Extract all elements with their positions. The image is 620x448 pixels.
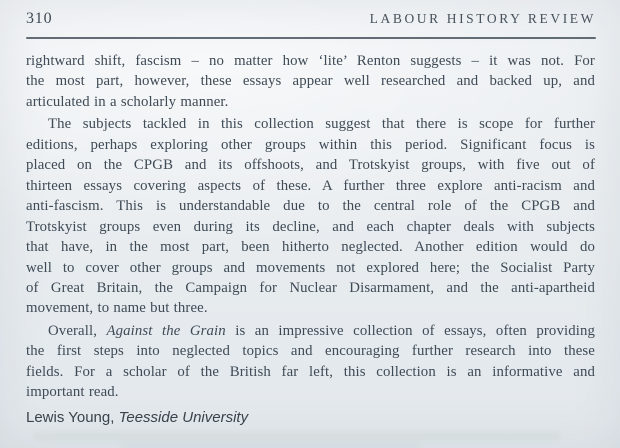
book-title: Against the Grain — [106, 322, 226, 339]
review-line: fields. For a scholar of the British far left, this collection is an informative and — [26, 363, 595, 380]
reviewer-name: Lewis Young, — [26, 408, 119, 426]
review-line: the first steps into neglected topics and encouraging further research into these — [26, 343, 595, 360]
review-line: thirteen essays covering aspects of these. A further three explore anti-racism and — [26, 177, 595, 194]
scan-showthrough-artifact — [34, 433, 560, 440]
running-head — [26, 10, 596, 28]
review-body — [26, 51, 595, 426]
review-line: editions, perhaps exploring other groups within this period. Significant focus is — [26, 136, 595, 153]
review-line — [26, 321, 595, 341]
review-line: the most part, however, these essays appear well researched and backed up, and — [26, 73, 595, 90]
header-rule — [26, 37, 596, 39]
review-line: rightward shift, fascism – no matter how ‘lite’ Renton suggests – it was not. For — [26, 53, 595, 69]
review-line-text: is an impressive collection of essays, often providing — [235, 322, 595, 339]
review-line: of Great Britain, the Campaign for Nuclear Disarmament, and the anti-apartheid — [26, 279, 595, 296]
scan-showthrough-artifact — [120, 443, 420, 448]
reviewer-affiliation: Teesside University — [118, 408, 249, 426]
page-number: 310 — [26, 10, 53, 27]
reviewer-byline — [26, 409, 595, 426]
review-line: that have, in the most part, been hitherto neglected. Another edition would do — [26, 239, 595, 256]
review-line: well to cover other groups and movements not explored here; the Socialist Party — [26, 259, 595, 276]
journal-title: LABOUR HISTORY REVIEW — [369, 11, 596, 26]
review-line: Trotskyist groups even during its decline, and each chapter deals with subjects — [26, 218, 595, 235]
review-line: The subjects tackled in this collection suggest that there is scope for further — [48, 116, 595, 133]
review-line: articulated in a scholarly manner. — [26, 93, 229, 110]
review-line: placed on the CPGB and its offshoots, and Trotskyist groups, with five out of — [26, 157, 595, 174]
review-line-text: Overall, — [48, 322, 107, 339]
review-line: anti-fascism. This is understandable due to the central role of the CPGB and — [26, 198, 595, 215]
review-line: important read. — [26, 384, 119, 401]
review-line: movement, to name but three. — [26, 300, 208, 317]
